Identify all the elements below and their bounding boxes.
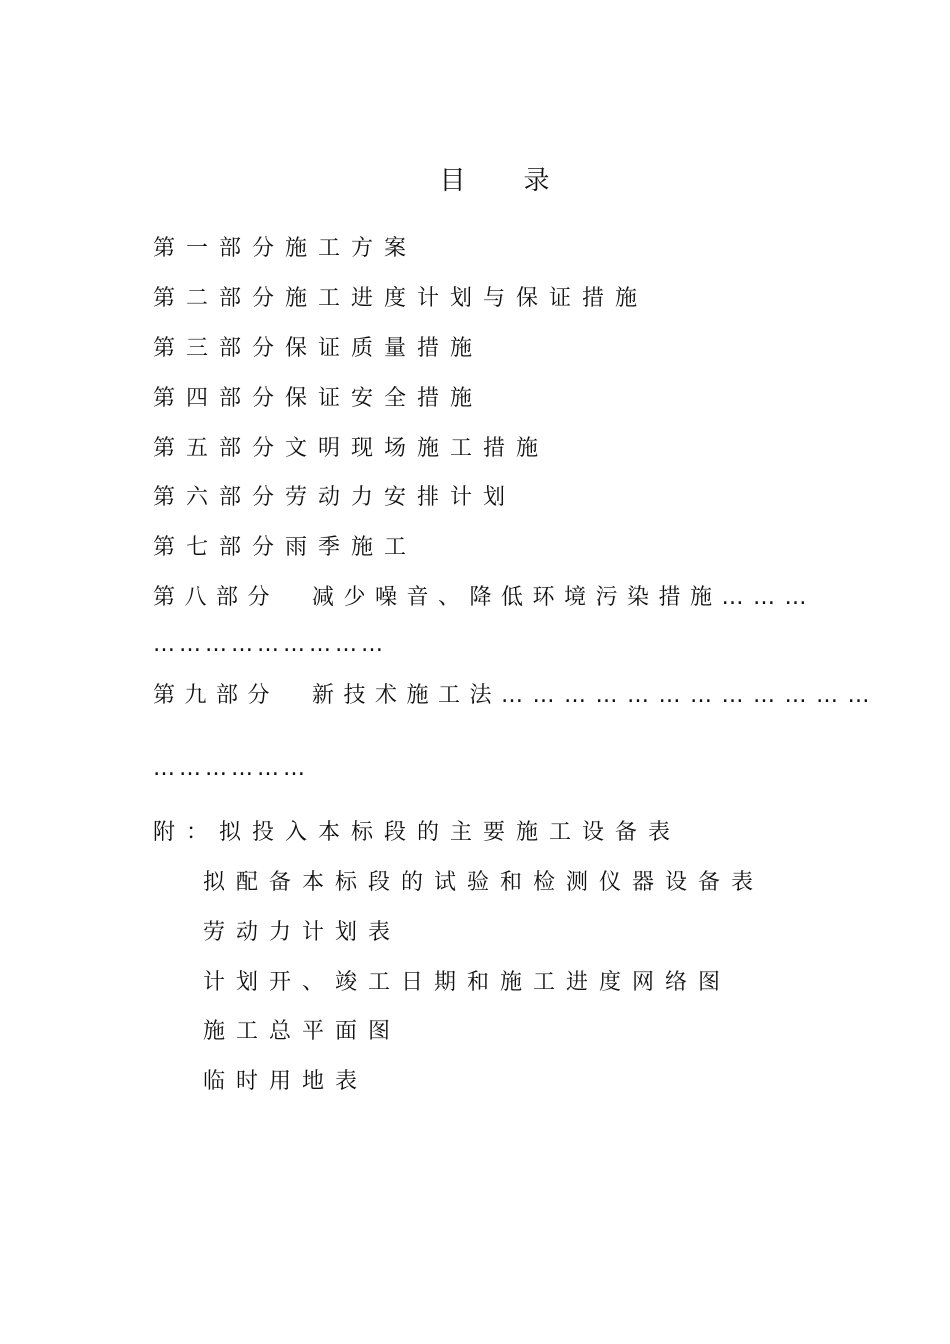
appendix-item-2: 拟配备本标段的试验和检测仪器设备表 xyxy=(203,870,765,895)
toc-item-5: 第五部分文明现场施工措施 xyxy=(153,436,550,461)
appendix-label: 附： xyxy=(153,820,220,845)
toc-item-4: 第四部分保证安全措施 xyxy=(153,386,484,411)
toc-title-text: 目 录 xyxy=(439,166,552,196)
appendix-line xyxy=(153,818,681,848)
toc-item-8: 第八部分 减少噪音、降低环境污染措施……… xyxy=(153,585,816,610)
appendix-item-4: 计划开、竣工日期和施工进度网络图 xyxy=(203,970,732,995)
appendix-item-6: 临时用地表 xyxy=(203,1069,369,1094)
appendix-item-3: 劳动力计划表 xyxy=(203,920,402,945)
appendix-item-5: 施工总平面图 xyxy=(203,1019,402,1044)
toc-item-9: 第九部分 新技术施工法……………………………… xyxy=(153,683,879,708)
toc-item-2: 第二部分施工进度计划与保证措施 xyxy=(153,286,649,311)
toc-item-3: 第三部分保证质量措施 xyxy=(153,336,484,361)
toc-item-9-continuation: ……………… xyxy=(153,756,309,781)
appendix-item-1: 拟投入本标段的主要施工设备表 xyxy=(219,820,682,845)
toc-title xyxy=(0,130,950,227)
toc-item-7: 第七部分雨季施工 xyxy=(153,535,418,560)
toc-item-8-continuation: ……………………… xyxy=(153,632,387,657)
toc-item-1: 第一部分施工方案 xyxy=(153,236,418,261)
toc-item-6: 第六部分劳动力安排计划 xyxy=(153,485,517,510)
